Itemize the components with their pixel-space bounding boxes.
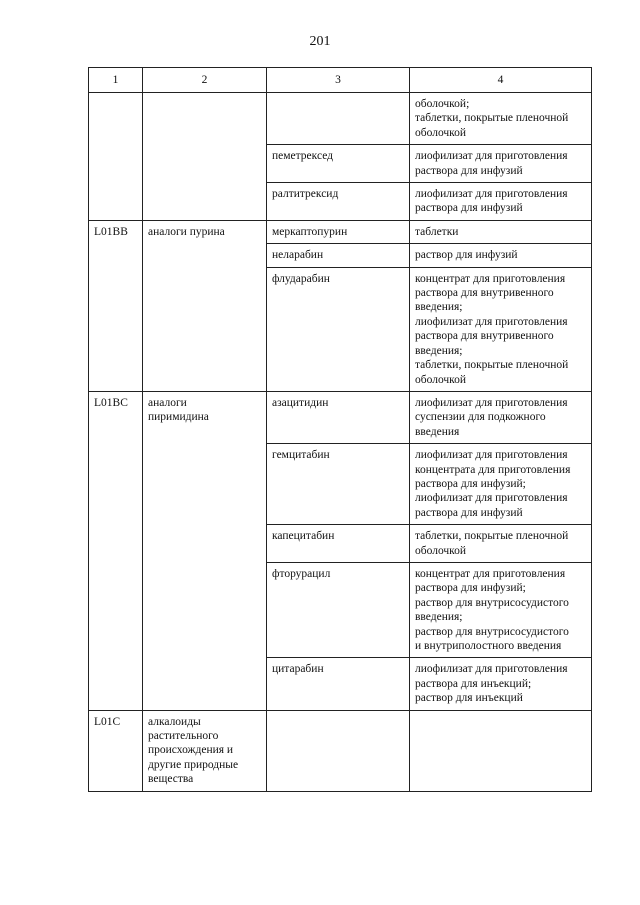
group-name-line: аналоги пурина <box>148 225 225 238</box>
dosage-form-line: таблетки, покрытые пленочной <box>415 530 569 543</box>
atc-code-cell: L01C <box>89 710 143 791</box>
table-body <box>89 93 592 792</box>
dosage-form-line: раствора для внутривенного <box>415 330 554 343</box>
group-name-cell <box>143 93 267 221</box>
dosage-form-line: оболочкой; <box>415 98 470 110</box>
dosage-form-line: раствора для инфузий; <box>415 582 526 595</box>
group-name-line: алкалоиды <box>148 715 201 728</box>
dosage-forms-cell <box>410 444 592 525</box>
dosage-form-line: лиофилизат для приготовления <box>415 396 568 409</box>
table-row <box>89 391 592 443</box>
dosage-form-line: оболочкой <box>415 544 467 557</box>
dosage-form-line: раствор для внутрисосудистого <box>415 625 569 638</box>
dosage-forms-cell <box>410 244 592 267</box>
group-name-line: вещества <box>148 773 194 786</box>
header-cell-2: 2 <box>143 68 267 93</box>
drug-name-cell <box>267 710 410 791</box>
dosage-forms-cell <box>410 220 592 243</box>
dosage-form-line: раствора для инфузий <box>415 202 523 215</box>
dosage-form-line: введения; <box>415 611 463 624</box>
dosage-form-line: введения <box>415 425 460 438</box>
drug-name-cell: фторурацил <box>267 562 410 657</box>
dosage-forms-cell <box>410 710 592 791</box>
drug-name-cell: гемцитабин <box>267 444 410 525</box>
dosage-form-line: раствора для инъекций; <box>415 677 532 690</box>
dosage-form-line: лиофилизат для приготовления <box>415 315 568 328</box>
group-name-line: другие природные <box>148 758 239 771</box>
drug-name-cell <box>267 93 410 145</box>
dosage-form-line: лиофилизат для приготовления <box>415 150 568 163</box>
table-row <box>89 710 592 791</box>
drug-name-cell: азацитидин <box>267 391 410 443</box>
table-row <box>89 93 592 145</box>
group-name-cell <box>143 710 267 791</box>
group-name-cell <box>143 220 267 391</box>
dosage-form-line: лиофилизат для приготовления <box>415 188 568 201</box>
dosage-form-line: введения; <box>415 344 463 357</box>
drug-name-cell: ралтитрексид <box>267 183 410 221</box>
dosage-form-line: раствора для инфузий <box>415 164 523 177</box>
drug-name-cell: меркаптопурин <box>267 220 410 243</box>
header-cell-1: 1 <box>89 68 143 93</box>
drug-name-cell: неларабин <box>267 244 410 267</box>
drug-name-cell: цитарабин <box>267 658 410 710</box>
drug-name-cell: флударабин <box>267 267 410 391</box>
dosage-form-line: концентрат для приготовления <box>415 567 566 580</box>
dosage-form-line: раствора для инфузий; <box>415 477 526 490</box>
dosage-form-line: концентрат для приготовления <box>415 272 566 285</box>
dosage-form-line: раствор для инъекций <box>415 692 523 705</box>
dosage-forms-cell <box>410 525 592 563</box>
group-name-line: пиримидина <box>148 411 209 424</box>
header-row <box>89 68 592 93</box>
table-row <box>89 220 592 243</box>
dosage-form-line: раствор для инфузий <box>415 249 518 262</box>
dosage-form-line: суспензии для подкожного <box>415 411 546 424</box>
dosage-form-line: лиофилизат для приготовления <box>415 449 568 462</box>
drug-name-cell: капецитабин <box>267 525 410 563</box>
atc-code-cell: L01BB <box>89 220 143 391</box>
dosage-form-line: лиофилизат для приготовления <box>415 663 568 676</box>
group-name-line: происхождения и <box>148 744 234 757</box>
dosage-forms-cell <box>410 145 592 183</box>
page-number: 201 <box>309 34 331 49</box>
group-name-line: растительного <box>148 730 219 743</box>
dosage-form-line: таблетки, покрытые пленочной <box>415 112 569 125</box>
header-cell-4: 4 <box>410 68 592 93</box>
dosage-form-line: раствор для внутрисосудистого <box>415 596 569 609</box>
group-name-cell <box>143 391 267 710</box>
dosage-forms-cell <box>410 562 592 657</box>
dosage-form-line: раствора для внутривенного <box>415 287 554 300</box>
drug-table <box>88 67 592 792</box>
dosage-form-line: лиофилизат для приготовления <box>415 492 568 505</box>
dosage-forms-cell <box>410 93 592 145</box>
atc-code-cell: L01BC <box>89 391 143 710</box>
drug-name-cell: пеметрексед <box>267 145 410 183</box>
dosage-form-line: введения; <box>415 301 463 314</box>
dosage-form-line: оболочкой <box>415 126 467 139</box>
dosage-form-line: таблетки <box>415 225 459 238</box>
group-name-line: аналоги <box>148 396 187 409</box>
dosage-forms-cell <box>410 183 592 221</box>
dosage-form-line: таблетки, покрытые пленочной <box>415 359 569 372</box>
dosage-forms-cell <box>410 391 592 443</box>
dosage-forms-cell <box>410 267 592 391</box>
dosage-form-line: раствора для инфузий <box>415 506 523 519</box>
dosage-form-line: оболочкой <box>415 373 467 386</box>
dosage-forms-cell <box>410 658 592 710</box>
header-cell-3: 3 <box>267 68 410 93</box>
atc-code-cell <box>89 93 143 221</box>
dosage-form-line: и внутриполостного введения <box>415 640 562 652</box>
dosage-form-line: концентрата для приготовления <box>415 463 571 476</box>
